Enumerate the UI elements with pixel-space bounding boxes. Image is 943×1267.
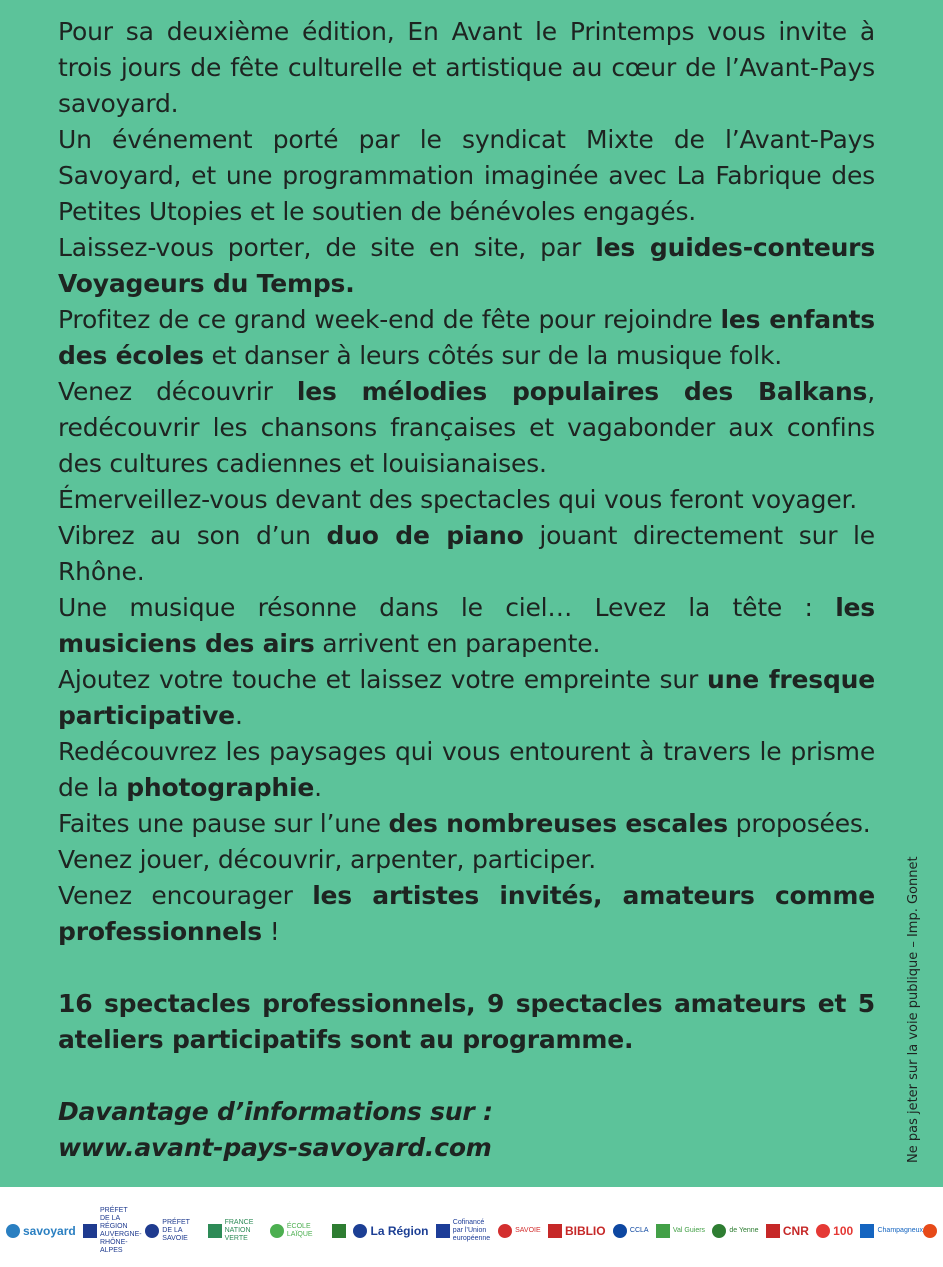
ccla-logo (613, 1224, 649, 1238)
body-text: Un événement porté par le syndicat Mixte de l’Avant-Pays Savoyard, et une programmation imaginée avec La Fabrique des Petites Utopies et le soutien de bénévoles engagés. (58, 125, 875, 226)
body-text: . (234, 701, 243, 730)
body-text: Venez découvrir (58, 377, 297, 406)
paragraph (58, 302, 875, 374)
logo-text: 100 (833, 1224, 854, 1238)
la-region-icon (353, 1224, 367, 1238)
paragraph (58, 374, 875, 482)
paragraph (58, 122, 875, 230)
highlight-text: une fresque participative (58, 665, 876, 730)
logo-text: La Région (370, 1224, 429, 1238)
last-icon (923, 1224, 937, 1238)
body-text: . (314, 773, 322, 802)
body-text: Venez jouer, découvrir, arpenter, participer. (58, 845, 596, 874)
main-text-block (58, 14, 875, 1166)
print-note: Ne pas jeter sur la voie publique – Imp. Gonnet (906, 856, 921, 1163)
champagneux-logo (860, 1224, 924, 1238)
body-text: et danser à leurs côtés sur de la musique folk. (203, 341, 783, 370)
paragraph-list (58, 14, 875, 950)
yenne-icon (712, 1224, 726, 1238)
highlight-text: les musiciens des airs (58, 593, 875, 658)
paragraph (58, 806, 875, 842)
paragraph (58, 842, 875, 878)
body-text: ! (261, 917, 280, 946)
spacer (58, 950, 875, 986)
paragraph (58, 518, 875, 590)
logo-text: savoyard (23, 1224, 76, 1238)
logo-text: BIBLIO (564, 1224, 606, 1238)
savoie-departement-icon (498, 1224, 512, 1238)
spacer (58, 1058, 875, 1094)
body-text: Redécouvrez les paysages qui vous entourent à travers le prisme de la (58, 737, 875, 802)
logo-text: de Yenne (729, 1227, 759, 1234)
paragraph (58, 590, 875, 662)
france-relance-logo (208, 1219, 263, 1243)
anniversary-logo (816, 1224, 853, 1238)
paragraph (58, 482, 875, 518)
highlight-text: les artistes invités, amateurs comme professionnels (58, 881, 875, 946)
savoie-departement-logo (498, 1224, 541, 1238)
savoyard-logo (6, 1224, 76, 1238)
partner-footer (0, 1187, 943, 1267)
logo-text: Cofinancé par l’Union européenne (452, 1219, 491, 1242)
body-text: Pour sa deuxième édition, En Avant le Printemps vous invite à trois jours de fête culturelle et artistique au cœur de l’Avant-Pays savoyard. (58, 17, 875, 118)
val-guiers-logo (656, 1224, 705, 1238)
prefet-region-logo (83, 1207, 142, 1255)
body-text: Ajoutez votre touche et laissez votre empreinte sur (58, 665, 708, 694)
logo-text: Val Guiers (672, 1227, 706, 1234)
body-text: Vibrez au son d’un (58, 521, 327, 550)
highlight-text: les mélodies populaires des Balkans (296, 377, 868, 406)
paragraph (58, 662, 875, 734)
paragraph (58, 230, 875, 302)
logo-text: CCLA (629, 1227, 649, 1234)
partner-logo (332, 1224, 346, 1238)
val-guiers-icon (656, 1224, 670, 1238)
anniversary-icon (816, 1224, 830, 1238)
logo-text: CNR (782, 1224, 809, 1238)
partner-logos (0, 1207, 943, 1254)
body-text: Émerveillez-vous devant des spectacles qui vous feront voyager. (58, 485, 858, 514)
program-summary: 16 spectacles professionnels, 9 spectacles amateurs et 5 ateliers participatifs sont au programme. (58, 989, 875, 1054)
highlight-text: duo de piano (326, 521, 524, 550)
body-text: proposées. (727, 809, 871, 838)
highlight-text: les guides-conteurs Voyageurs du Temps. (58, 233, 875, 298)
ccla-icon (613, 1224, 627, 1238)
logo-text: PRÉFET DE LA SAVOIE (162, 1219, 190, 1242)
yenne-logo (712, 1224, 758, 1238)
last-logo (923, 1224, 937, 1238)
info-label: Davantage d’informations sur : (58, 1097, 493, 1126)
body-text: , redécouvrir les chansons françaises et vagabonder aux confins des cultures cadiennes et louisianaises. (58, 377, 875, 478)
body-text: Laissez-vous porter, de site en site, par (58, 233, 596, 262)
paragraph (58, 734, 875, 806)
logo-text: ÉCOLE LAÏQUE (286, 1223, 313, 1238)
body-text: arrivent en parapente. (314, 629, 601, 658)
partner-icon (332, 1224, 346, 1238)
body-text: jouant directement sur le Rhône. (58, 521, 875, 586)
logo-text: SAVOIE (515, 1227, 541, 1234)
website-link[interactable]: www.avant-pays-savoyard.com (58, 1133, 492, 1162)
body-text: Une musique résonne dans le ciel… Levez la tête : (58, 593, 836, 622)
highlight-text: des nombreuses escales (388, 809, 728, 838)
biblio-icon (548, 1224, 562, 1238)
france-relance-icon (208, 1224, 222, 1238)
logo-text: PRÉFET DE LA RÉGION AUVERGNE-RHÔNE-ALPES (100, 1207, 142, 1254)
la-region-logo (353, 1224, 428, 1238)
body-text: Profitez de ce grand week-end de fête pour rejoindre (58, 305, 721, 334)
union-europeenne-logo (436, 1219, 491, 1243)
biblio-logo (548, 1224, 606, 1238)
savoyard-icon (6, 1224, 20, 1238)
ecoles-logo (270, 1223, 325, 1239)
logo-text: FRANCE NATION VERTE (224, 1219, 254, 1242)
champagneux-icon (860, 1224, 874, 1238)
logo-text: Champagneux (877, 1227, 924, 1234)
paragraph (58, 14, 875, 122)
paragraph (58, 878, 875, 950)
highlight-text: les enfants des écoles (58, 305, 875, 370)
ecoles-icon (270, 1224, 284, 1238)
body-text: Faites une pause sur l’une (58, 809, 389, 838)
prefet-savoie-logo (145, 1219, 200, 1243)
prefet-region-icon (83, 1224, 97, 1238)
cnr-logo (766, 1224, 809, 1238)
prefet-savoie-icon (145, 1224, 159, 1238)
cnr-icon (766, 1224, 780, 1238)
body-text: Venez encourager (58, 881, 313, 910)
union-europeenne-icon (436, 1224, 450, 1238)
highlight-text: photographie (126, 773, 315, 802)
